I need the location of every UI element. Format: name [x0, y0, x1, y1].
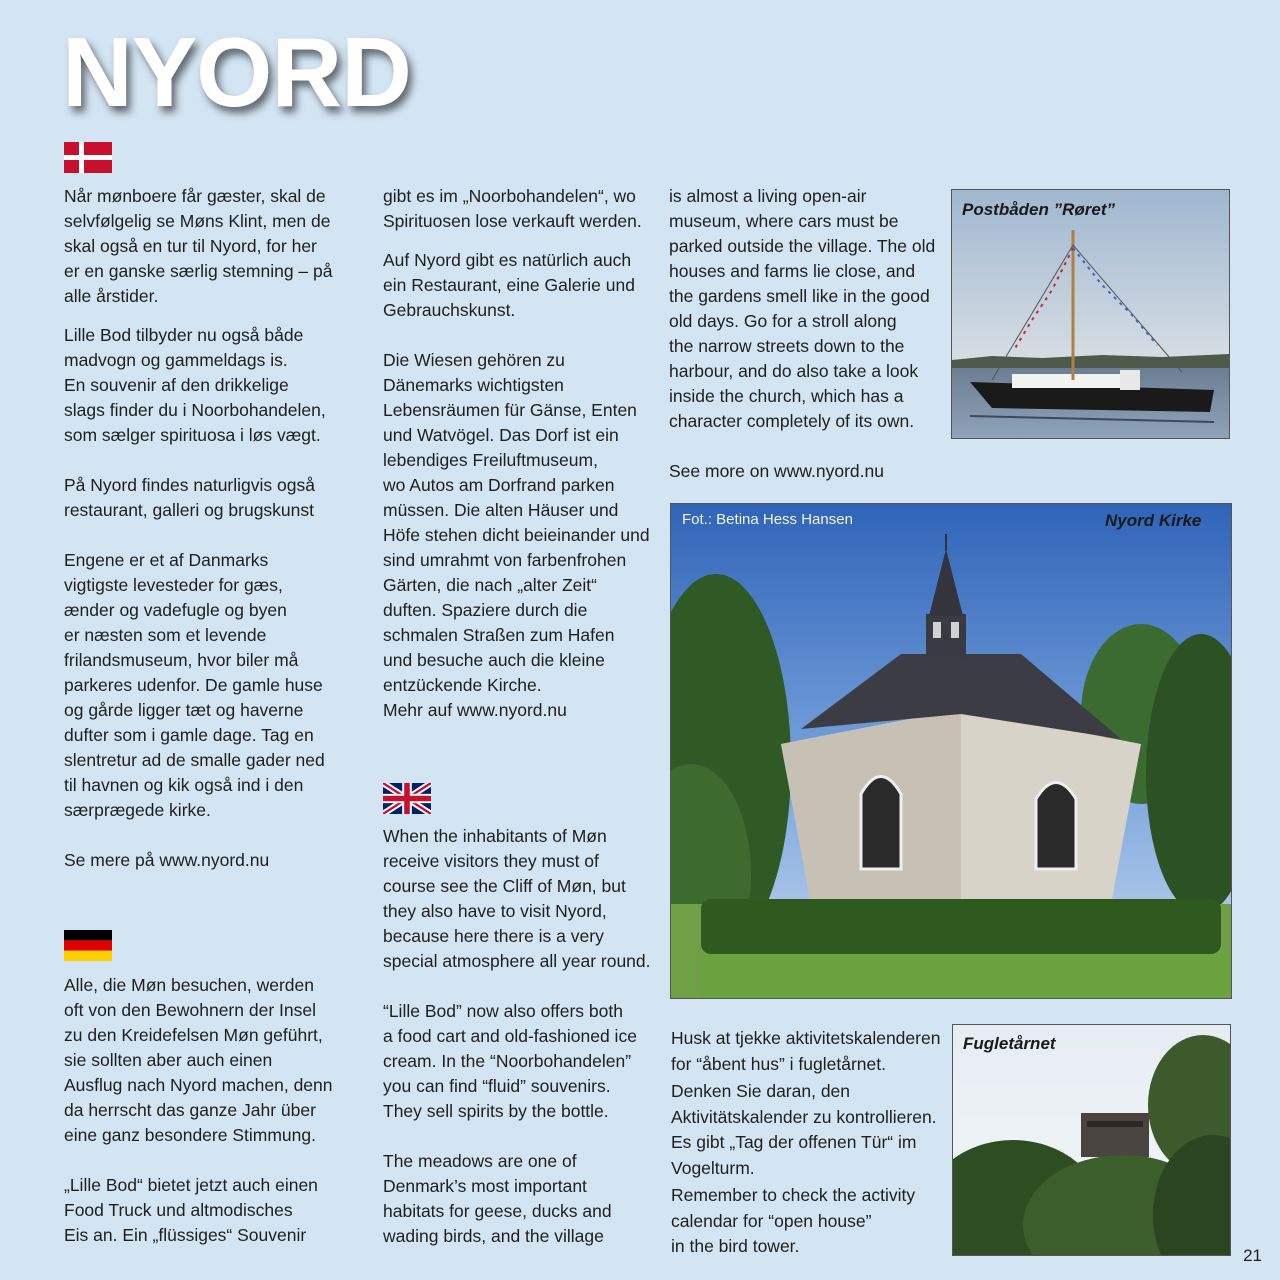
german-flag-icon: [64, 930, 112, 961]
page-title: NYORD: [62, 17, 411, 127]
uk-flag-icon: [383, 783, 431, 814]
english-text-part-2: [669, 184, 944, 484]
bird-tower-note-german: Denken Sie daran, den Aktivitätskalender zu kontrollieren. Es gibt „Tag der offenen Tür“ im Vogelturm.: [671, 1081, 937, 1178]
church-caption: Nyord Kirke: [1105, 511, 1202, 530]
boat-caption: Postbåden ”Røret”: [962, 200, 1116, 219]
danish-text: [64, 184, 364, 873]
german-paragraph-3: Auf Nyord gibt es natürlich auch ein Restaurant, eine Galerie und Gebrauchskunst. Die Wiesen gehören zu Dänemarks wichtigsten Lebensräumen für Gänse, Enten und Watvögel. Das Dorf ist ein lebendiges Freiluftmuseum, wo Autos am Dorfrand parken müssen. Die alten Häuser und Höfe stehen dicht beieinander und sind umrahmt von farbenfrohen Gärten, die nach „alter Zeit“ duften. Spaziere durch die schmalen Straßen zum Hafen und besuche auch die kleine entzückende Kirche. Mehr auf www.nyord.nu: [383, 250, 650, 720]
bird-tower-note-english: Remember to check the activity calendar for “open house” in the bird tower.: [671, 1185, 916, 1256]
english-paragraph-2: is almost a living open-air museum, where cars must be parked outside the village. The old houses and farms lie close, and the gardens smell like in the good old days. Go for a stroll along the narrow streets down to the harbour, and do also take a look inside the church, which has a character completely of its own. See more on www.nyord.nu: [669, 186, 936, 481]
danish-flag-icon: [64, 142, 112, 173]
english-paragraph-1: When the inhabitants of Møn receive visitors they must of course see the Cliff of Møn, but they also have to visit Nyord, because here there is a very special atmosphere all year round. “Lille Bod” now also offers both a food cart and old-fashioned ice cream. In the “Noorbohandelen” you can find “fluid” souvenirs. They sell spirits by the bottle. The meadows are one of Denmark’s most important habitats for geese, ducks and wading birds, and the village: [383, 826, 651, 1246]
danish-paragraph-1: Når mønboere får gæster, skal de selvfølgelig se Møns Klint, men de skal også en tur til Nyord, for her er en ganske særlig stemning – på alle årstider.: [64, 186, 333, 306]
bird-tower-photo: [952, 1024, 1231, 1256]
bird-tower-note-danish: Husk at tjekke aktivitetskalenderen for “åbent hus” i fugletårnet.: [671, 1028, 941, 1074]
boat-photo: [951, 189, 1230, 439]
german-paragraph-1: Alle, die Møn besuchen, werden oft von den Bewohnern der Insel zu den Kreidefelsen Møn geführt, sie sollten aber auch einen Ausflug nach Nyord machen, denn da herrscht das ganze Jahr über eine ganz besondere Stimmung. „Lille Bod“ bietet jetzt auch einen Food Truck und altmodisches Eis an. Ein „flüssiges“ Souvenir: [64, 975, 333, 1245]
bird-tower-note: [671, 1026, 946, 1260]
bird-tower-caption: Fugletårnet: [963, 1034, 1056, 1053]
church-photo: [670, 503, 1232, 999]
german-paragraph-2: gibt es im „Noorbohandelen“, wo Spirituosen lose verkauft werden.: [383, 186, 642, 231]
english-text-part-1: [383, 824, 663, 1249]
german-text-part-2: [383, 184, 663, 723]
danish-paragraph-2: Lille Bod tilbyder nu også både madvogn og gammeldags is. En souvenir af den drikkelige slags finder du i Noorbohandelen, som sælger spirituosa i løs vægt. På Nyord findes naturligvis også restaurant, galleri og brugskunst Engene er et af Danmarks vigtigste levesteder for gæs, ænder og vadefugle og byen er næsten som et levende frilandsmuseum, hvor biler må parkeres udenfor. De gamle huse og gårde ligger tæt og haverne dufter som i gamle dage. Tag en slentretur ad de smalle gader ned til havnen og kik også ind i den særprægede kirke. Se mere på www.nyord.nu: [64, 325, 326, 870]
german-text-part-1: [64, 973, 364, 1248]
church-photo-credit: Fot.: Betina Hess Hansen: [682, 511, 853, 528]
page-number: 21: [1243, 1246, 1262, 1265]
